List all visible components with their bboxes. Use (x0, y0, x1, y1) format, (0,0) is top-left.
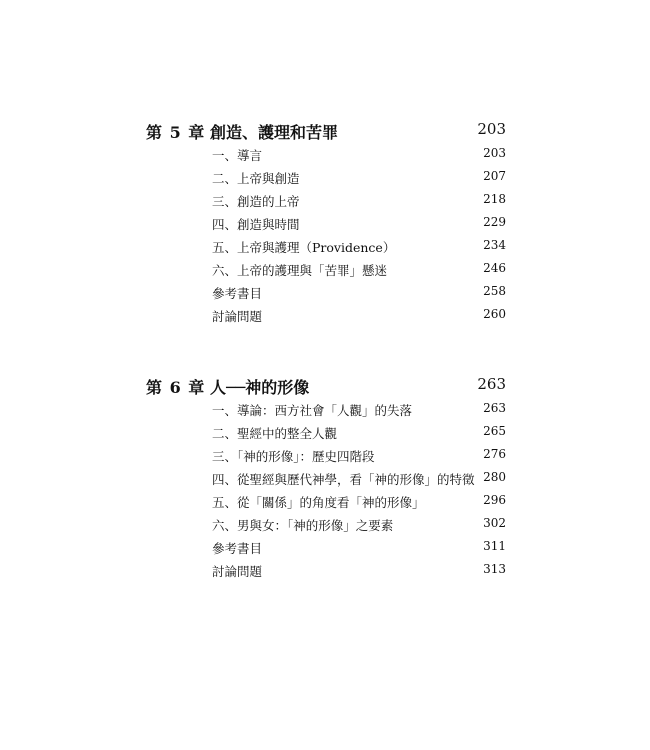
entry-page: 258 (483, 284, 506, 298)
chapter-page-number: 203 (477, 120, 506, 138)
toc-entry (212, 470, 506, 490)
entry-title: 一、導言 (212, 148, 263, 163)
entry-title: 討論問題 (212, 564, 263, 579)
entry-page: 311 (483, 539, 506, 553)
toc-entry (212, 447, 506, 467)
entry-page: 229 (483, 215, 506, 229)
toc-entry (212, 169, 506, 189)
entry-title: 四、從聖經與歷代神學，看「神的形像」的特徵 (212, 472, 475, 487)
entry-page: 313 (483, 562, 506, 576)
entry-title: 參考書目 (212, 286, 263, 301)
entry-title: 五、從「關係」的角度看「神的形像」 (212, 495, 425, 510)
entry-title: 參考書目 (212, 541, 263, 556)
entry-page: 263 (483, 401, 506, 415)
toc-entry (212, 516, 506, 536)
entry-page: 207 (483, 169, 506, 183)
chapter-label: 第 5 章 (146, 123, 206, 142)
toc-entry (212, 424, 506, 444)
entry-page: 246 (483, 261, 506, 275)
entry-page: 218 (483, 192, 506, 206)
toc-entry (212, 261, 506, 281)
entry-title: 六、上帝的護理與「苦罪」懸迷 (212, 263, 388, 278)
entry-title: 討論問題 (212, 309, 263, 324)
entry-title: 六、男與女：「神的形像」之要素 (212, 518, 394, 533)
entry-title: 三、創造的上帝 (212, 194, 300, 209)
toc-entry (212, 493, 506, 513)
entry-title: 一、導論：西方社會「人觀」的失落 (212, 403, 413, 418)
chapter-label: 第 6 章 (146, 378, 206, 397)
entry-title: 二、上帝與創造 (212, 171, 300, 186)
toc-entry (212, 146, 506, 166)
entry-page: 234 (483, 238, 506, 252)
toc-entry (212, 284, 506, 304)
entry-page: 302 (483, 516, 506, 530)
entry-page: 265 (483, 424, 506, 438)
entry-page: 260 (483, 307, 506, 321)
chapter-title: 創造、護理和苦罪 (210, 123, 339, 142)
toc-entry (212, 192, 506, 212)
entry-page: 203 (483, 146, 506, 160)
entry-page: 276 (483, 447, 506, 461)
entry-title: 三、「神的形像」：歷史四階段 (212, 449, 375, 464)
chapter-title: 人──神的形像 (210, 378, 310, 397)
chapter-heading (146, 120, 506, 144)
toc-entry (212, 539, 506, 559)
toc-entry (212, 215, 506, 235)
chapter-page-number: 263 (477, 375, 506, 393)
toc-entry (212, 401, 506, 421)
entry-title: 四、創造與時間 (212, 217, 300, 232)
entry-title: 二、聖經中的整全人觀 (212, 426, 338, 441)
chapter-heading (146, 375, 506, 399)
entry-page: 296 (483, 493, 506, 507)
entry-page: 280 (483, 470, 506, 484)
toc-entry (212, 562, 506, 582)
toc-entry (212, 307, 506, 327)
toc-entry (212, 238, 506, 258)
entry-title: 五、上帝與護理（Providence） (212, 240, 396, 255)
